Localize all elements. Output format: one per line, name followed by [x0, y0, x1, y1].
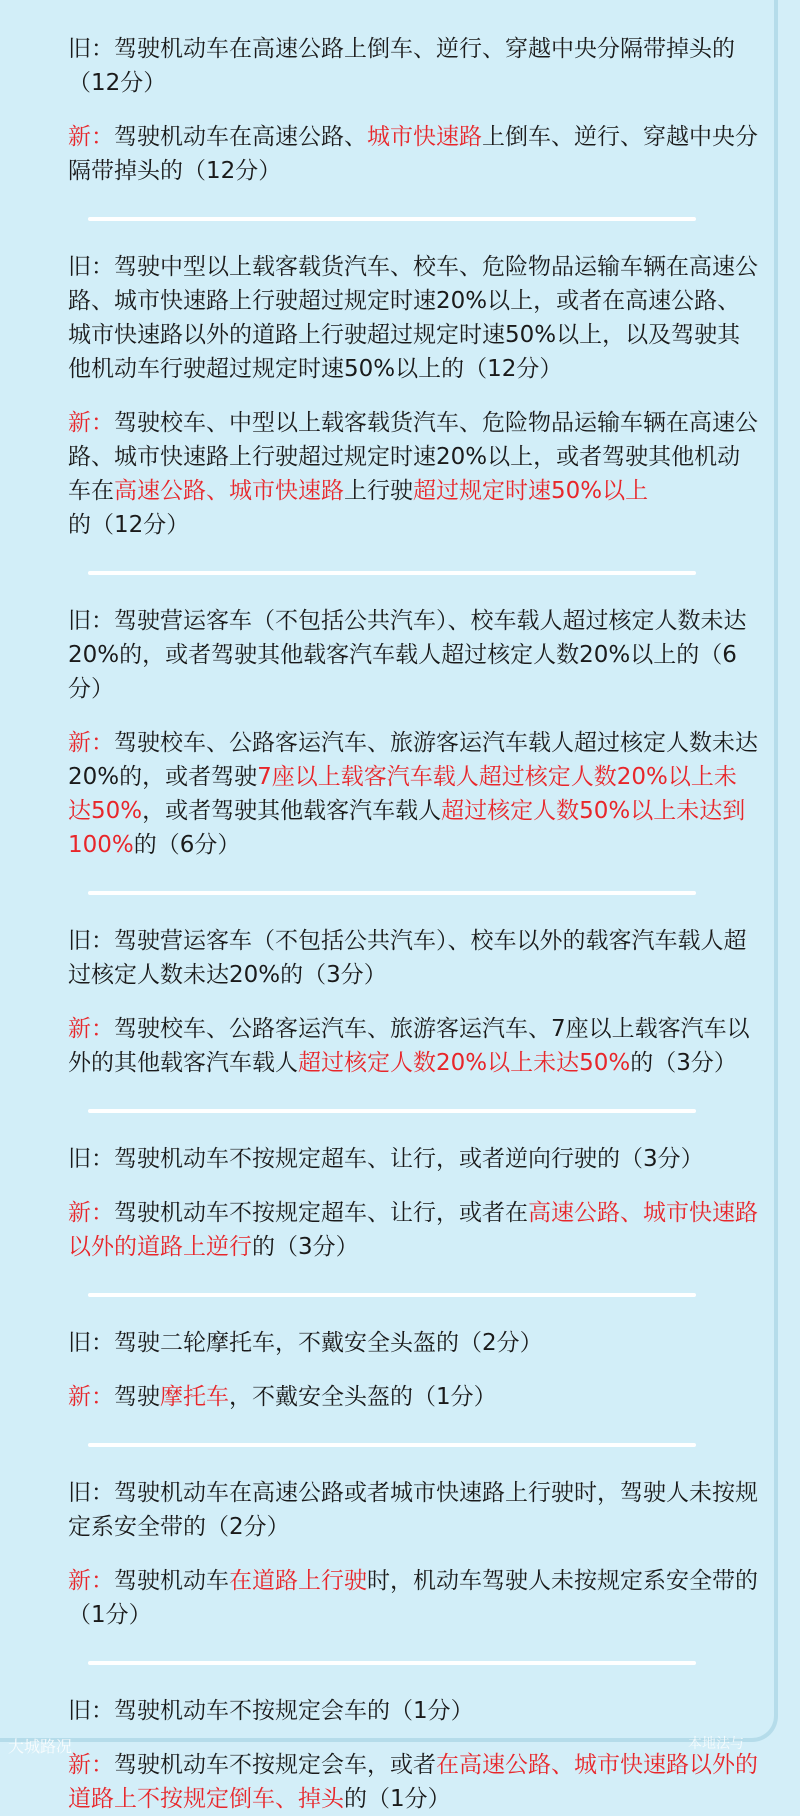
old-rule [68, 1142, 758, 1176]
rule-item [68, 1326, 758, 1414]
rule-text: 驾驶 [114, 1384, 160, 1410]
rule-text: 驾驶营运客车（不包括公共汽车）、校车以外的载客汽车载人超过核定人数未达20%的（3分） [68, 928, 747, 988]
rule-text: 的（1分） [344, 1786, 451, 1812]
new-label: 新： [68, 410, 114, 436]
old-label: 旧： [68, 36, 114, 62]
new-rule [68, 406, 758, 542]
watermark-left: 大城路况 [8, 1737, 73, 1756]
rule-item [68, 32, 758, 188]
rule-text: 的（6分） [133, 832, 241, 858]
rule-text: 驾驶校车、公路客运汽车、旅游客运汽车、7座以上载客汽车以外的其他载客汽车载人 [68, 1016, 750, 1076]
divider [88, 1109, 696, 1113]
divider [88, 571, 696, 575]
new-label: 新： [68, 1384, 114, 1410]
divider [88, 1443, 696, 1447]
old-label: 旧： [68, 1480, 114, 1506]
new-label: 新： [68, 1568, 114, 1594]
new-rule [68, 1012, 758, 1080]
rule-text: 时，机动车驾驶人未按规定系安全带的（1分） [68, 1568, 758, 1628]
old-label: 旧： [68, 1698, 114, 1724]
rule-item [68, 604, 758, 862]
new-label: 新： [68, 1016, 114, 1042]
divider [88, 891, 696, 895]
watermark-right: 本地法与 [688, 1736, 744, 1752]
rule-item [68, 1142, 758, 1264]
new-label: 新： [68, 1752, 114, 1778]
old-rule [68, 604, 758, 706]
rule-text: ，不戴安全头盔的（1分） [229, 1384, 497, 1410]
new-rule [68, 726, 758, 862]
rule-text: 驾驶机动车不按规定超车、让行，或者逆向行驶的（3分） [114, 1146, 704, 1172]
old-label: 旧： [68, 254, 114, 280]
new-rule [68, 120, 758, 188]
highlighted-change: 7座以上载客汽车载人超过核定人数20%以上未达50% [68, 764, 737, 824]
divider [88, 1661, 696, 1665]
new-rule [68, 1196, 758, 1264]
highlighted-change: 超过规定时速50%以上 [413, 478, 649, 504]
rule-text: 的（3分） [252, 1234, 359, 1260]
new-label: 新： [68, 730, 114, 756]
rule-text: 驾驶机动车 [114, 1568, 229, 1594]
rule-text: 驾驶机动车不按规定超车、让行，或者在 [114, 1200, 528, 1226]
old-rule [68, 1476, 758, 1544]
old-rule [68, 1326, 758, 1360]
highlighted-change: 高速公路、城市快速路 [114, 478, 344, 504]
highlighted-change: 在高速公路、城市快速路以外的道路上不按规定倒车、掉头 [68, 1752, 758, 1812]
rule-text: 驾驶营运客车（不包括公共汽车）、校车载人超过核定人数未达20%的，或者驾驶其他载客汽车载人超过核定人数20%以上的（6分） [68, 608, 747, 702]
highlighted-change: 摩托车 [160, 1384, 229, 1410]
highlighted-change: 超过核定人数50%以上未达到100% [68, 798, 746, 858]
rule-item [68, 1694, 758, 1816]
rule-text: 的（12分） [68, 512, 190, 538]
rule-text: 驾驶机动车不按规定会车，或者 [114, 1752, 436, 1778]
rule-comparison-list [68, 32, 758, 1816]
divider [88, 217, 696, 221]
rule-text: 驾驶机动车在高速公路或者城市快速路上行驶时，驾驶人未按规定系安全带的（2分） [68, 1480, 758, 1540]
old-label: 旧： [68, 608, 114, 634]
old-rule [68, 32, 758, 100]
rule-text: 驾驶机动车在高速公路、 [114, 124, 367, 150]
old-rule [68, 250, 758, 386]
rule-item [68, 250, 758, 542]
highlighted-change: 城市快速路 [367, 124, 482, 150]
highlighted-change: 在道路上行驶 [229, 1568, 367, 1594]
rule-text: 驾驶校车、中型以上载客载货汽车、危险物品运输车辆在高速公路、城市快速路上行驶超过规定时速20%以上，或者驾驶其他机动车在 [68, 410, 758, 504]
new-label: 新： [68, 1200, 114, 1226]
old-label: 旧： [68, 928, 114, 954]
new-rule [68, 1380, 758, 1414]
highlighted-change: 高速公路、城市快速路以外的道路上逆行 [68, 1200, 758, 1260]
old-rule [68, 924, 758, 992]
rule-text: 的（3分） [630, 1050, 737, 1076]
new-label: 新： [68, 124, 114, 150]
rule-text: ，或者驾驶其他载客汽车载人 [142, 798, 442, 824]
rule-item [68, 1476, 758, 1632]
rule-item [68, 924, 758, 1080]
rule-text: 上倒车、逆行、穿越中央分隔带掉头的（12分） [68, 124, 758, 184]
rule-text: 上行驶 [344, 478, 413, 504]
old-label: 旧： [68, 1330, 114, 1356]
rule-text: 驾驶二轮摩托车，不戴安全头盔的（2分） [114, 1330, 543, 1356]
old-label: 旧： [68, 1146, 114, 1172]
rule-text: 驾驶中型以上载客载货汽车、校车、危险物品运输车辆在高速公路、城市快速路上行驶超过规定时速20%以上，或者在高速公路、城市快速路以外的道路上行驶超过规定时速50%以上，以及驾驶其他机动车行驶超过规定时速50%以上的（12分） [68, 254, 758, 382]
new-rule [68, 1564, 758, 1632]
divider [88, 1293, 696, 1297]
highlighted-change: 超过核定人数20%以上未达50% [298, 1050, 631, 1076]
new-rule [68, 1748, 758, 1816]
rule-text: 驾驶校车、公路客运汽车、旅游客运汽车载人超过核定人数未达20%的，或者驾驶 [68, 730, 758, 790]
rule-text: 驾驶机动车在高速公路上倒车、逆行、穿越中央分隔带掉头的（12分） [68, 36, 735, 96]
rule-text: 驾驶机动车不按规定会车的（1分） [114, 1698, 474, 1724]
old-rule [68, 1694, 758, 1728]
